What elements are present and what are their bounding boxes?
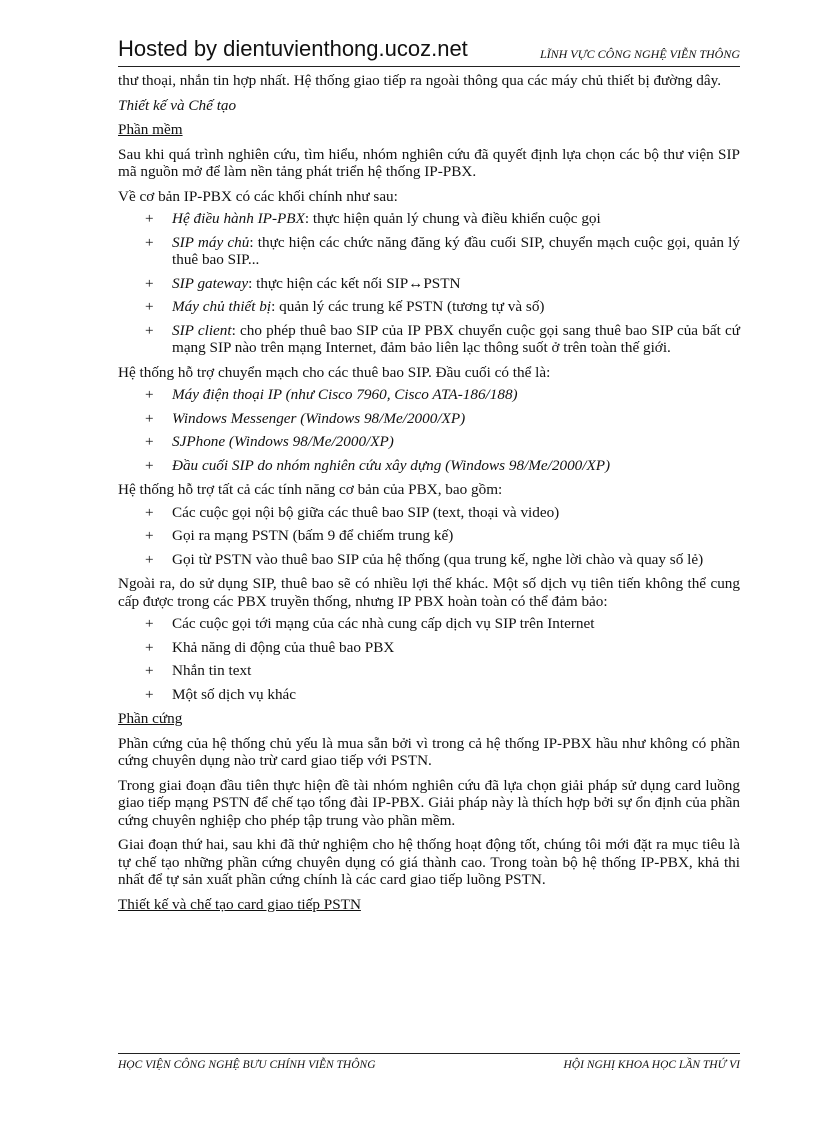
page-header — [118, 36, 740, 68]
plus-bullet-icon: + — [145, 527, 154, 544]
list-item — [118, 457, 740, 475]
advantages-list — [118, 615, 740, 703]
advantage-item: Các cuộc gọi tới mạng của các nhà cung cấp dịch vụ SIP trên Internet — [172, 615, 595, 632]
list-item — [118, 410, 740, 428]
hardware-paragraph-3: Giai đoạn thứ hai, sau khi đã thử nghiệm cho hệ thống hoạt động tốt, chúng tôi mới đặt ra mục tiêu là tự chế tạo những phần cứng chuyên dụng có giá thành cao. Trong toàn bộ hệ thống IP-PBX, khả thi nhất để tự sản xuất phần cứng chính là các card giao tiếp luồng PSTN. — [118, 836, 740, 888]
advantage-item: Một số dịch vụ khác — [172, 685, 297, 703]
page-body — [118, 72, 740, 920]
terminals-list — [118, 386, 740, 474]
plus-bullet-icon: + — [145, 386, 154, 403]
block-term: Máy chủ thiết bị — [172, 298, 272, 315]
terminal-item: SJPhone (Windows 98/Me/2000/XP) — [172, 433, 394, 450]
list-item — [118, 298, 740, 316]
list-item — [118, 234, 740, 269]
advantage-item: Nhắn tin text — [172, 662, 252, 679]
plus-bullet-icon: + — [145, 615, 154, 632]
plus-bullet-icon: + — [145, 638, 154, 656]
plus-bullet-icon: + — [145, 233, 154, 251]
features-intro: Hệ thống hỗ trợ tất cả các tính năng cơ bản của PBX, bao gồm: — [118, 481, 503, 498]
list-item — [118, 322, 740, 357]
section-title: LĨNH VỰC CÔNG NGHỆ VIỄN THÔNG — [539, 47, 740, 61]
plus-bullet-icon: + — [145, 662, 154, 679]
terminals-intro: Hệ thống hỗ trợ chuyển mạch cho các thuê bao SIP. Đầu cuối có thể là: — [118, 363, 551, 381]
hardware-heading: Phần cứng — [118, 710, 183, 727]
software-paragraph: Sau khi quá trình nghiên cứu, tìm hiểu, nhóm nghiên cứu đã quyết định lựa chọn các bộ thư viện SIP mã nguồn mở để làm nền tảng phát triển hệ thống IP-PBX. — [118, 145, 740, 180]
block-term: SIP client — [172, 321, 232, 339]
plus-bullet-icon: + — [145, 409, 154, 427]
list-item — [118, 662, 740, 680]
list-item — [118, 433, 740, 451]
list-item — [118, 551, 740, 569]
block-desc: : quản lý các trung kế PSTN (tương tự và số) — [271, 298, 545, 315]
intro-paragraph: thư thoại, nhắn tin hợp nhất. Hệ thống giao tiếp ra ngoài thông qua các máy chủ thiết bị đường dây. — [118, 72, 722, 89]
hardware-paragraph-1: Phần cứng của hệ thống chủ yếu là mua sẵn bởi vì trong cả hệ thống IP-PBX hầu như không có phần cứng chuyên dụng nào trừ card giao tiếp với PSTN. — [118, 734, 740, 769]
list-item — [118, 386, 740, 404]
blocks-list — [118, 210, 740, 357]
plus-bullet-icon: + — [145, 685, 154, 703]
list-item — [118, 275, 740, 293]
site-name: Hosted by dientuvienthong.ucoz.net — [118, 36, 468, 61]
card-heading: Thiết kế và chế tạo card giao tiếp PSTN — [118, 895, 361, 913]
terminal-item: Windows Messenger (Windows 98/Me/2000/XP) — [172, 409, 466, 427]
list-item — [118, 504, 740, 522]
footer-conference: HỘI NGHỊ KHOA HỌC LẦN THỨ VI — [563, 1059, 740, 1071]
terminal-item: Máy điện thoại IP (như Cisco 7960, Cisco ATA-186/188) — [172, 386, 518, 403]
plus-bullet-icon: + — [145, 210, 154, 227]
list-item — [118, 686, 740, 704]
header-divider — [118, 66, 740, 67]
list-item — [118, 615, 740, 633]
block-desc: : thực hiện quản lý chung và điều khiển cuộc gọi — [304, 210, 601, 227]
footer-divider — [118, 1053, 740, 1054]
plus-bullet-icon: + — [145, 456, 154, 474]
blocks-intro: Về cơ bản IP-PBX có các khối chính như sau: — [118, 187, 398, 205]
block-desc: : thực hiện các kết nối SIP↔PSTN — [248, 274, 461, 292]
advantages-intro: Ngoài ra, do sử dụng SIP, thuê bao sẽ có nhiều lợi thế khác. Một số dịch vụ tiên tiến không thể cung cấp được trong các PBX truyền thống, nhưng IP PBX hoàn toàn có thể đảm bảo: — [118, 575, 740, 610]
feature-item: Gọi ra mạng PSTN (bấm 9 để chiếm trung kế) — [172, 527, 454, 544]
footer-institution: HỌC VIỆN CÔNG NGHỆ BƯU CHÍNH VIỄN THÔNG — [118, 1059, 376, 1071]
features-list — [118, 504, 740, 569]
block-desc: : thực hiện các chức năng đăng ký đầu cuối SIP, chuyển mạch cuộc gọi, quản lý thuê bao SIP... — [172, 233, 740, 268]
design-heading: Thiết kế và Chế tạo — [118, 96, 237, 114]
block-term: SIP gateway — [172, 274, 249, 292]
block-desc: : cho phép thuê bao SIP của IP PBX chuyển cuộc gọi sang thuê bao SIP của bất cứ mạng SIP nào trên mạng Internet, đảm bảo liên lạc thông suốt ở trên toàn thế giới. — [172, 321, 741, 356]
feature-item: Các cuộc gọi nội bộ giữa các thuê bao SIP (text, thoại và video) — [172, 503, 560, 521]
hardware-paragraph-2: Trong giai đoạn đầu tiên thực hiện đề tài nhóm nghiên cứu đã lựa chọn giải pháp sử dụng card luồng giao tiếp mạng PSTN để chế tạo tổng đài IP-PBX. Giải pháp này là thích hợp bởi sự ổn định của phần cứng chuyên nghiệp cho phép tập trung vào phần mềm. — [118, 776, 740, 829]
plus-bullet-icon: + — [145, 503, 154, 521]
plus-bullet-icon: + — [145, 298, 154, 315]
feature-item: Gọi từ PSTN vào thuê bao SIP của hệ thống (qua trung kế, nghe lời chào và quay số lẻ) — [172, 550, 704, 568]
list-item — [118, 639, 740, 657]
plus-bullet-icon: + — [145, 550, 154, 568]
plus-bullet-icon: + — [145, 433, 154, 450]
software-heading: Phần mềm — [118, 121, 183, 138]
list-item — [118, 210, 740, 228]
plus-bullet-icon: + — [145, 321, 154, 339]
advantage-item: Khả năng di động của thuê bao PBX — [172, 638, 395, 656]
block-term: Hệ điều hành IP-PBX — [172, 210, 305, 227]
block-term: SIP máy chủ — [172, 233, 250, 251]
terminal-item: Đầu cuối SIP do nhóm nghiên cứu xây dựng (Windows 98/Me/2000/XP) — [172, 456, 611, 474]
list-item — [118, 527, 740, 545]
plus-bullet-icon: + — [145, 274, 154, 292]
